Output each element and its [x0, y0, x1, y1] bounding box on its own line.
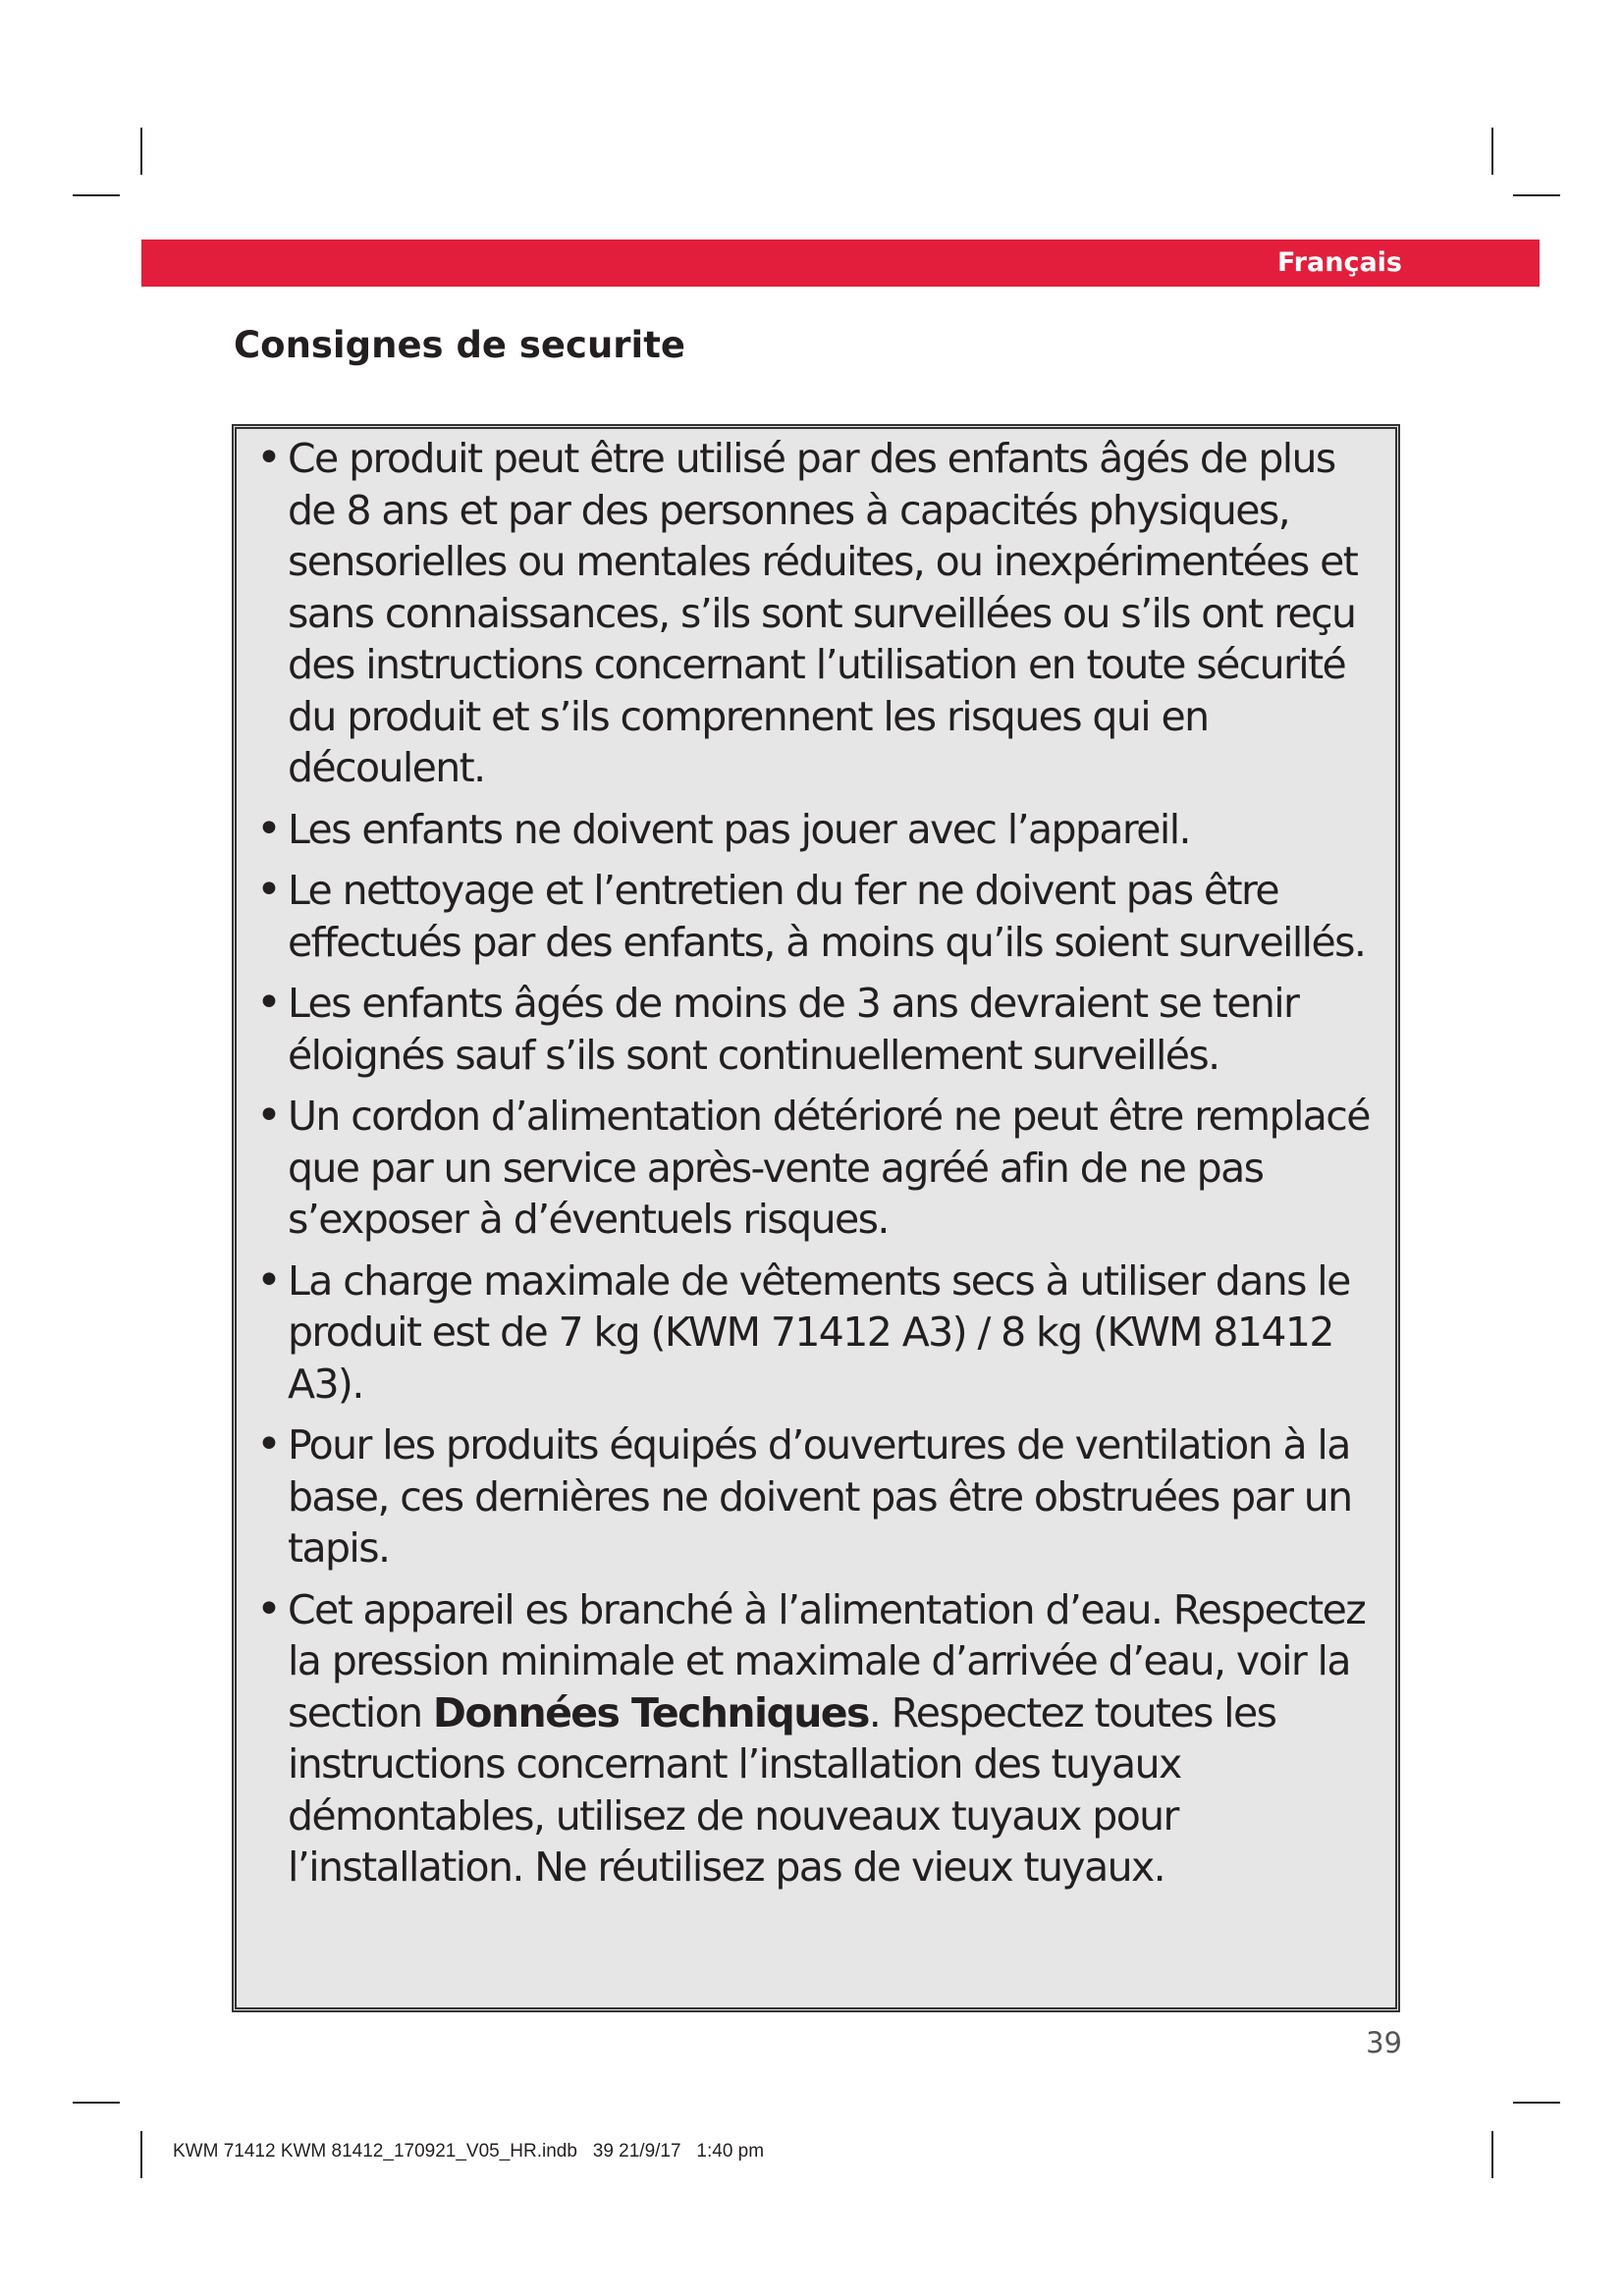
notice-text: Les enfants ne doivent pas jouer avec l’appareil. [288, 805, 1190, 853]
bullet-icon: • [256, 1583, 281, 1634]
safety-notice-item [256, 865, 1383, 968]
bullet-icon: • [256, 1419, 281, 1469]
safety-notice-item [256, 978, 1383, 1081]
page-number: 39 [1366, 2026, 1402, 2059]
safety-notice-item [256, 1255, 1383, 1411]
crop-mark [73, 2102, 120, 2104]
safety-notice-item [256, 804, 1383, 856]
notice-text: Les enfants âgés de moins de 3 ans devraient se tenir éloignés sauf s’ils sont continuellement surveillés. [288, 980, 1299, 1079]
bullet-icon: • [256, 978, 281, 1028]
safety-notice-item [256, 433, 1383, 794]
bullet-icon: • [256, 865, 281, 915]
section-title: Consignes de securite [234, 324, 686, 366]
crop-mark [1491, 128, 1493, 175]
notice-text: . Respectez toutes les instructions concernant l’installation des tuyaux démontables, utilisez de nouveaux tuyaux pour l’installation. Ne réutilisez pas de vieux tuyaux. [288, 1688, 1276, 1891]
notice-text: Pour les produits équipés d’ouvertures de ventilation à la base, ces dernières ne doivent pas être obstruées par un tapis. [288, 1421, 1352, 1572]
crop-mark [140, 128, 142, 175]
safety-notice-item [256, 1584, 1383, 1894]
crop-mark [73, 194, 120, 196]
notice-text: La charge maximale de vêtements secs à utiliser dans le produit est de 7 kg (KWM 71412 A3) / 8 kg (KWM 81412 A3). [288, 1256, 1350, 1408]
technical-data-reference: Données Techniques [432, 1688, 869, 1736]
safety-notice-box [232, 424, 1400, 2012]
notice-text: Un cordon d’alimentation détérioré ne peut être remplacé que par un service après-vente agréé afin de ne pas s’exposer à d’éventuels risques. [288, 1093, 1370, 1243]
bullet-icon: • [256, 1255, 281, 1306]
bullet-icon: • [256, 803, 281, 854]
safety-notice-item [256, 1091, 1383, 1246]
safety-notice-item [256, 1419, 1383, 1575]
crop-mark [140, 2131, 142, 2178]
crop-mark [1513, 2102, 1560, 2104]
print-slug: KWM 71412 KWM 81412_170921_V05_HR.indb 39 21/9/17 1:40 pm [173, 2141, 765, 2162]
language-label: Français [1276, 247, 1402, 278]
safety-notice-list [256, 433, 1383, 1894]
crop-mark [1491, 2131, 1493, 2178]
crop-mark [1513, 194, 1560, 196]
notice-text: Cet appareil es branché à l’alimentation d’eau. Respectez la pression minimale et maximale d’arrivée d’eau, voir la section [288, 1585, 1366, 1736]
notice-text: Le nettoyage et l’entretien du fer ne doivent pas être effectués par des enfants, à moins qu’ils soient surveillés. [288, 867, 1366, 966]
bullet-icon: • [256, 1091, 281, 1141]
language-header-bar [141, 240, 1540, 287]
bullet-icon: • [256, 433, 281, 483]
notice-text: Ce produit peut être utilisé par des enfants âgés de plus de 8 ans et par des personnes à capacités physiques, sensorielles ou mentales réduites, ou inexpérimentées et sans connaissances, s’ils sont surveillées ou s’ils ont reçu des instructions concernant l’utilisation en toute sécurité du produit et s’ils comprennent les risques qui en découlent. [288, 435, 1358, 791]
